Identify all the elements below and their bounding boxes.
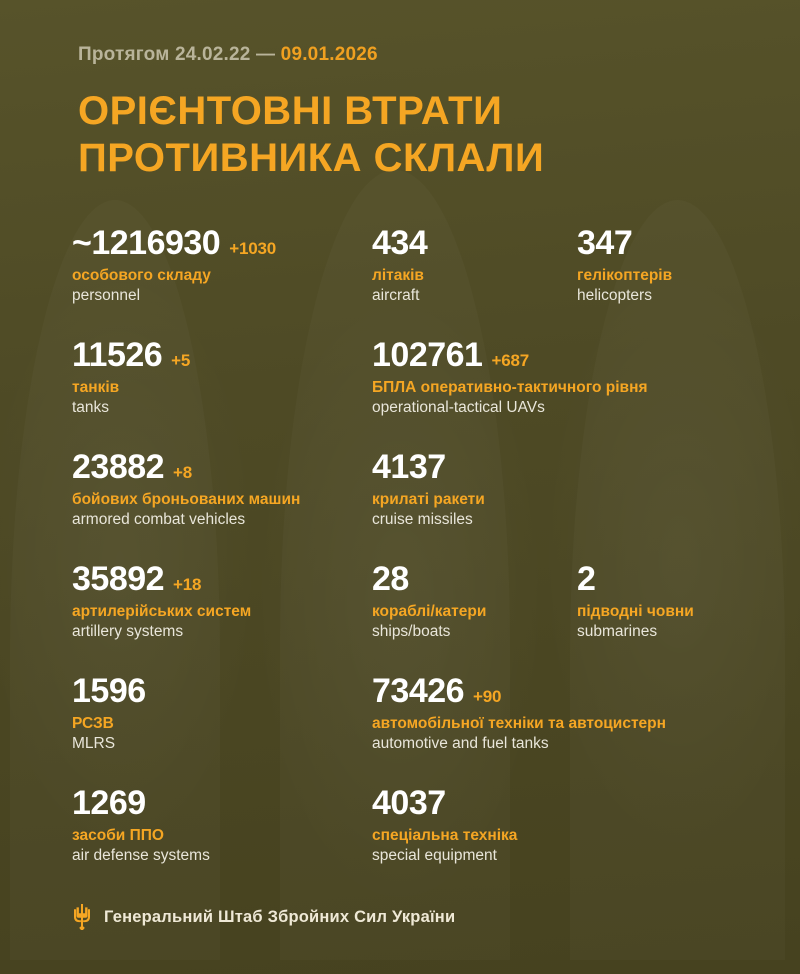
stat-label-en: ships/boats: [372, 623, 451, 641]
stat-tanks: [72, 338, 190, 417]
stat-value-row: [372, 786, 517, 822]
stat-value-row: [372, 674, 666, 710]
stat-value: 11526: [72, 336, 163, 375]
stat-value: 434: [372, 224, 428, 263]
stat-value: 35892: [72, 560, 165, 599]
stat-air-defense-systems: [72, 786, 210, 865]
stat-label-ua: спеціальна техніка: [372, 827, 518, 845]
stat-aircraft: [372, 226, 427, 305]
page-title-line-2: ПРОТИВНИКА СКЛАЛИ: [78, 136, 545, 181]
stat-value-row: [577, 562, 694, 598]
period-line: [0, 0, 800, 66]
stat-label-ua: гелікоптерів: [577, 267, 673, 285]
stat-label-en: artillery systems: [72, 623, 184, 641]
stat-value-row: [72, 674, 146, 710]
stat-mlrs: [72, 674, 146, 753]
stat-artillery-systems: [72, 562, 251, 641]
stat-label-ua: бойових броньованих машин: [72, 491, 301, 509]
stat-value-row: [72, 562, 251, 598]
stat-label-ua: особового складу: [72, 267, 211, 285]
stat-label-en: air defense systems: [72, 847, 210, 865]
stat-label-en: operational-tactical UAVs: [372, 399, 545, 417]
stat-ships-boats: [372, 562, 486, 641]
stat-value-row: [372, 226, 427, 262]
stat-label-en: cruise missiles: [372, 511, 473, 529]
trident-icon: [72, 904, 92, 930]
stat-delta: +1030: [229, 239, 276, 259]
stat-label-en: MLRS: [72, 735, 116, 753]
period-start: Протягом 24.02.22: [78, 44, 251, 65]
stat-label-en: automotive and fuel tanks: [372, 735, 549, 753]
stat-submarines: [577, 562, 694, 641]
period-end-date: 09.01.2026: [280, 44, 378, 65]
stat-value: 4137: [372, 448, 446, 487]
stat-value: 73426: [372, 672, 465, 711]
page-title: [78, 88, 718, 182]
stat-value-row: [72, 786, 210, 822]
stat-label-en: personnel: [72, 287, 141, 305]
stat-label-ua: автомобільної техніки та автоцистерн: [372, 715, 667, 733]
stat-label-en: aircraft: [372, 287, 420, 305]
stat-delta: +5: [171, 351, 191, 371]
stat-value-row: [372, 450, 485, 486]
stat-label-en: helicopters: [577, 287, 652, 305]
footer-text: Генеральний Штаб Збройних Сил України: [104, 907, 456, 926]
stat-helicopters: [577, 226, 672, 305]
stat-delta: +8: [173, 463, 193, 483]
stat-label-en: tanks: [72, 399, 110, 417]
stat-value: 102761: [372, 336, 483, 375]
period-dash: —: [255, 44, 276, 65]
footer: [72, 904, 455, 930]
stat-value: 28: [372, 560, 409, 599]
stat-value-row: [372, 338, 648, 374]
stat-armored-combat-vehicles: [72, 450, 300, 529]
stat-label-ua: танків: [72, 379, 120, 397]
stat-value: 347: [577, 224, 633, 263]
stat-label-ua: БПЛА оперативно-тактичного рівня: [372, 379, 648, 397]
stat-delta: +18: [173, 575, 202, 595]
stat-cruise-missiles: [372, 450, 485, 529]
stat-uavs: [372, 338, 648, 417]
stat-label-en: armored combat vehicles: [72, 511, 246, 529]
stat-value: 2: [577, 560, 596, 599]
stat-value: 1269: [72, 784, 146, 823]
stat-label-ua: РСЗВ: [72, 715, 114, 733]
stat-delta: +687: [491, 351, 529, 371]
page-title-line-1: ОРІЄНТОВНІ ВТРАТИ: [78, 89, 503, 133]
stat-value: 4037: [372, 784, 446, 823]
stat-value: 1596: [72, 672, 146, 711]
stat-value-row: [72, 338, 190, 374]
stat-label-ua: літаків: [372, 267, 424, 285]
stat-label-en: submarines: [577, 623, 658, 641]
stat-label-ua: крилаті ракети: [372, 491, 485, 509]
stat-delta: +90: [473, 687, 502, 707]
stat-label-ua: кораблі/катери: [372, 603, 487, 621]
stat-label-ua: підводні човни: [577, 603, 694, 621]
stat-value-row: [72, 226, 276, 262]
stat-value-row: [372, 562, 486, 598]
stat-automotive-fuel-tanks: [372, 674, 666, 753]
stat-personnel: [72, 226, 276, 305]
stat-value-row: [72, 450, 300, 486]
stat-label-ua: засоби ППО: [72, 827, 164, 845]
stat-label-en: special equipment: [372, 847, 497, 865]
stat-special-equipment: [372, 786, 517, 865]
stat-value: ~1216930: [72, 224, 221, 263]
stat-label-ua: артилерійських систем: [72, 603, 252, 621]
stat-value-row: [577, 226, 672, 262]
stat-value: 23882: [72, 448, 165, 487]
stats-grid: [0, 226, 800, 886]
